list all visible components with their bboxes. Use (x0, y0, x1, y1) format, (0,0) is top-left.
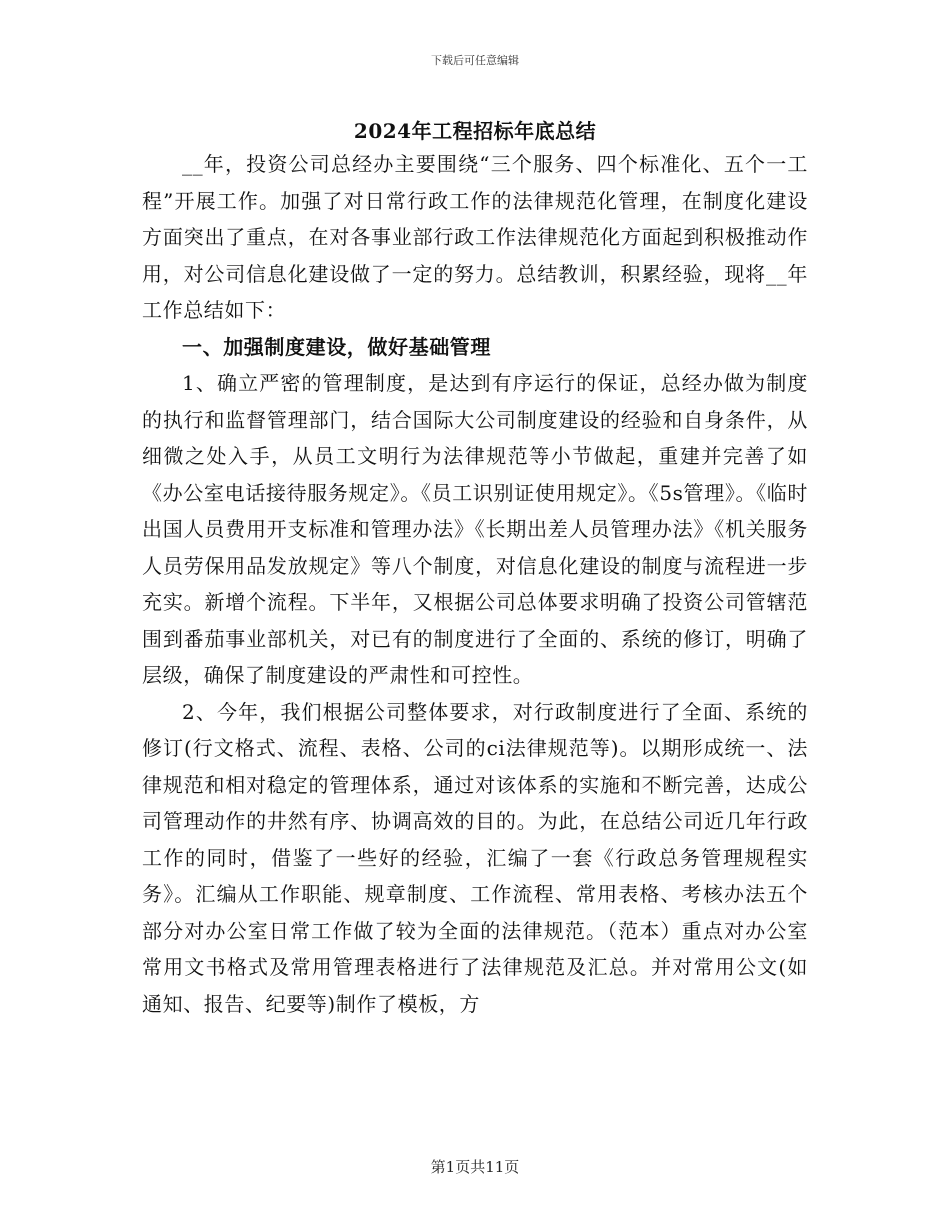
section-heading: 一、加强制度建设，做好基础管理 (182, 334, 491, 359)
paragraph-2: 2、今年，我们根据公司整体要求，对行政制度进行了全面、系统的修订(行文格式、流程、表格、公司的ci法律规范等)。以期形成统一、法律规范和相对稳定的管理体系，通过对该体系的实施和不断完善，达成公司管理动作的井然有序、协调高效的目的。为此，在总结公司近几年行政工作的同时，借鉴了一些好的经验，汇编了一套《行政总务管理规程实务》。汇编从工作职能、规章制度、工作流程、常用表格、考核办法五个部分对办公室日常工作做了较为全面的法律规范。（范本）重点对办公室常用文书格式及常用管理表格进行了法律规范及汇总。并对常用公文(如通知、报告、纪要等)制作了模板，方 (142, 699, 808, 1016)
document-body (142, 146, 808, 1022)
intro-paragraph: __年，投资公司总经办主要围绕“三个服务、四个标准化、五个一工程”开展工作。加强了对日常行政工作的法律规范化管理，在制度化建设方面突出了重点，在对各事业部行政工作法律规范化方面起到积极推动作用，对公司信息化建设做了一定的努力。总结教训，积累经验，现将__年工作总结如下： (142, 152, 808, 322)
header-note: 下载后可任意编辑 (431, 54, 519, 67)
paragraph-1: 1、确立严密的管理制度，是达到有序运行的保证，总经办做为制度的执行和监督管理部门，结合国际大公司制度建设的经验和自身条件，从细微之处入手，从员工文明行为法律规范等小节做起，重建并完善了如《办公室电话接待服务规定》。《员工识别证使用规定》。《5s管理》。《临时出国人员费用开支标准和管理办法》《长期出差人员管理办法》《机关服务人员劳保用品发放规定》等八个制度，对信息化建设的制度与流程进一步充实。新增个流程。下半年，又根据公司总体要求明确了投资公司管辖范围到番茄事业部机关，对已有的制度进行了全面的、系统的修订，明确了层级，确保了制度建设的严肃性和可控性。 (142, 371, 808, 687)
document-title: 2024年工程招标年底总结 (353, 119, 597, 143)
page-footer: 第1页共11页 (430, 1158, 520, 1176)
